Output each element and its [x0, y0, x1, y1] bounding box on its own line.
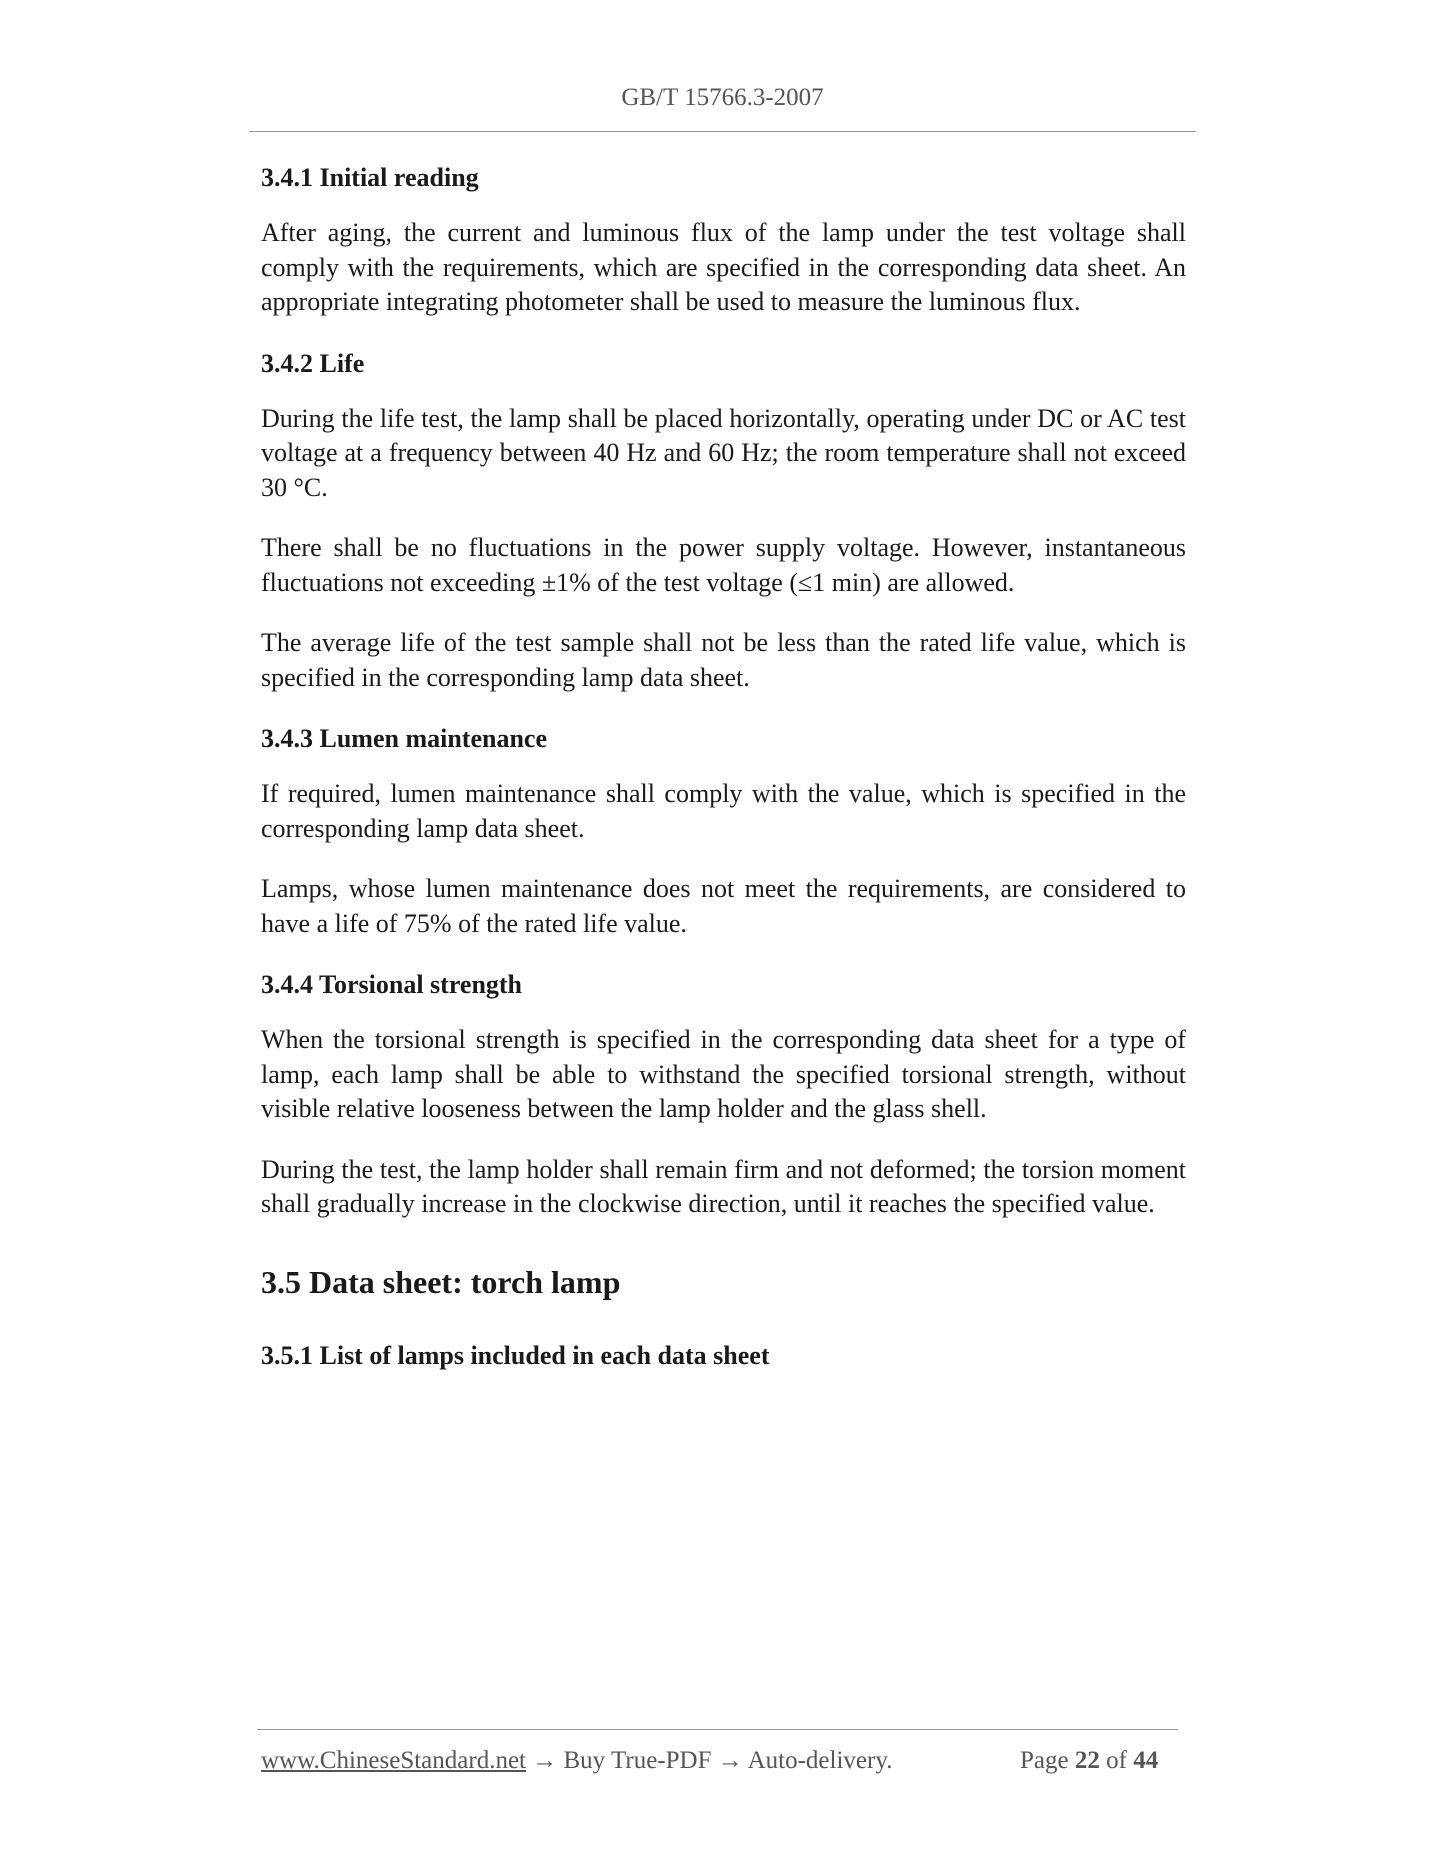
- website-link[interactable]: www.ChineseStandard.net: [261, 1747, 526, 1774]
- paragraph: If required, lumen maintenance shall comply with the value, which is specified in the corresponding lamp data sheet.: [261, 779, 1186, 843]
- paragraph: There shall be no fluctuations in the power supply voltage. However, instantaneous fluctuations not exceeding ±1% of the test voltage (≤1 min) are allowed.: [261, 533, 1186, 597]
- arrow-right-icon: →: [532, 1747, 558, 1774]
- document-body: [261, 160, 1186, 1394]
- section-heading-3-5-1: 3.5.1 List of lamps included in each data sheet: [261, 1340, 770, 1370]
- section-heading-3-4-1: 3.4.1 Initial reading: [261, 163, 479, 192]
- page-total: 44: [1133, 1747, 1159, 1774]
- paragraph: During the test, the lamp holder shall remain firm and not deformed; the torsion moment shall gradually increase in the clockwise direction, until it reaches the specified value.: [261, 1154, 1186, 1218]
- section-heading-3-4-2: 3.4.2 Life: [261, 348, 365, 378]
- section-heading-3-4-3: 3.4.3 Lumen maintenance: [261, 724, 547, 753]
- header-divider: [249, 131, 1196, 132]
- footer-divider: [257, 1729, 1178, 1730]
- arrow-right-icon: →: [717, 1747, 743, 1774]
- paragraph: Lamps, whose lumen maintenance does not meet the requirements, are considered to have a life of 75% of the rated life value.: [261, 874, 1186, 938]
- paragraph: During the life test, the lamp shall be placed horizontally, operating under DC or AC test voltage at a frequency between 40 Hz and 60 Hz; the room temperature shall not exceed 30 °C.: [261, 403, 1186, 502]
- footer-buy-text: Buy True-PDF: [563, 1747, 712, 1774]
- section-heading-3-4-4: 3.4.4 Torsional strength: [261, 970, 523, 999]
- of-label: of: [1106, 1747, 1127, 1774]
- footer-promo: [261, 1747, 892, 1775]
- paragraph: After aging, the current and luminous flux of the lamp under the test voltage shall comply with the requirements, which are specified in the corresponding data sheet. An appropriate integrating photometer shall be used to measure the luminous flux.: [261, 218, 1186, 316]
- page-current: 22: [1074, 1747, 1100, 1774]
- section-heading-3-5: 3.5 Data sheet: torch lamp: [261, 1263, 621, 1300]
- page-label: Page: [1020, 1747, 1069, 1774]
- page-number: [1020, 1747, 1158, 1775]
- footer-delivery-text: Auto-delivery.: [747, 1747, 893, 1774]
- page-header-title: GB/T 15766.3-2007: [621, 84, 824, 111]
- paragraph: When the torsional strength is specified in the corresponding data sheet for a type of lamp, each lamp shall be able to withstand the specified torsional strength, without visible relative looseness between the lamp holder and the glass shell.: [261, 1025, 1186, 1123]
- paragraph: The average life of the test sample shall not be less than the rated life value, which is specified in the corresponding lamp data sheet.: [261, 628, 1186, 692]
